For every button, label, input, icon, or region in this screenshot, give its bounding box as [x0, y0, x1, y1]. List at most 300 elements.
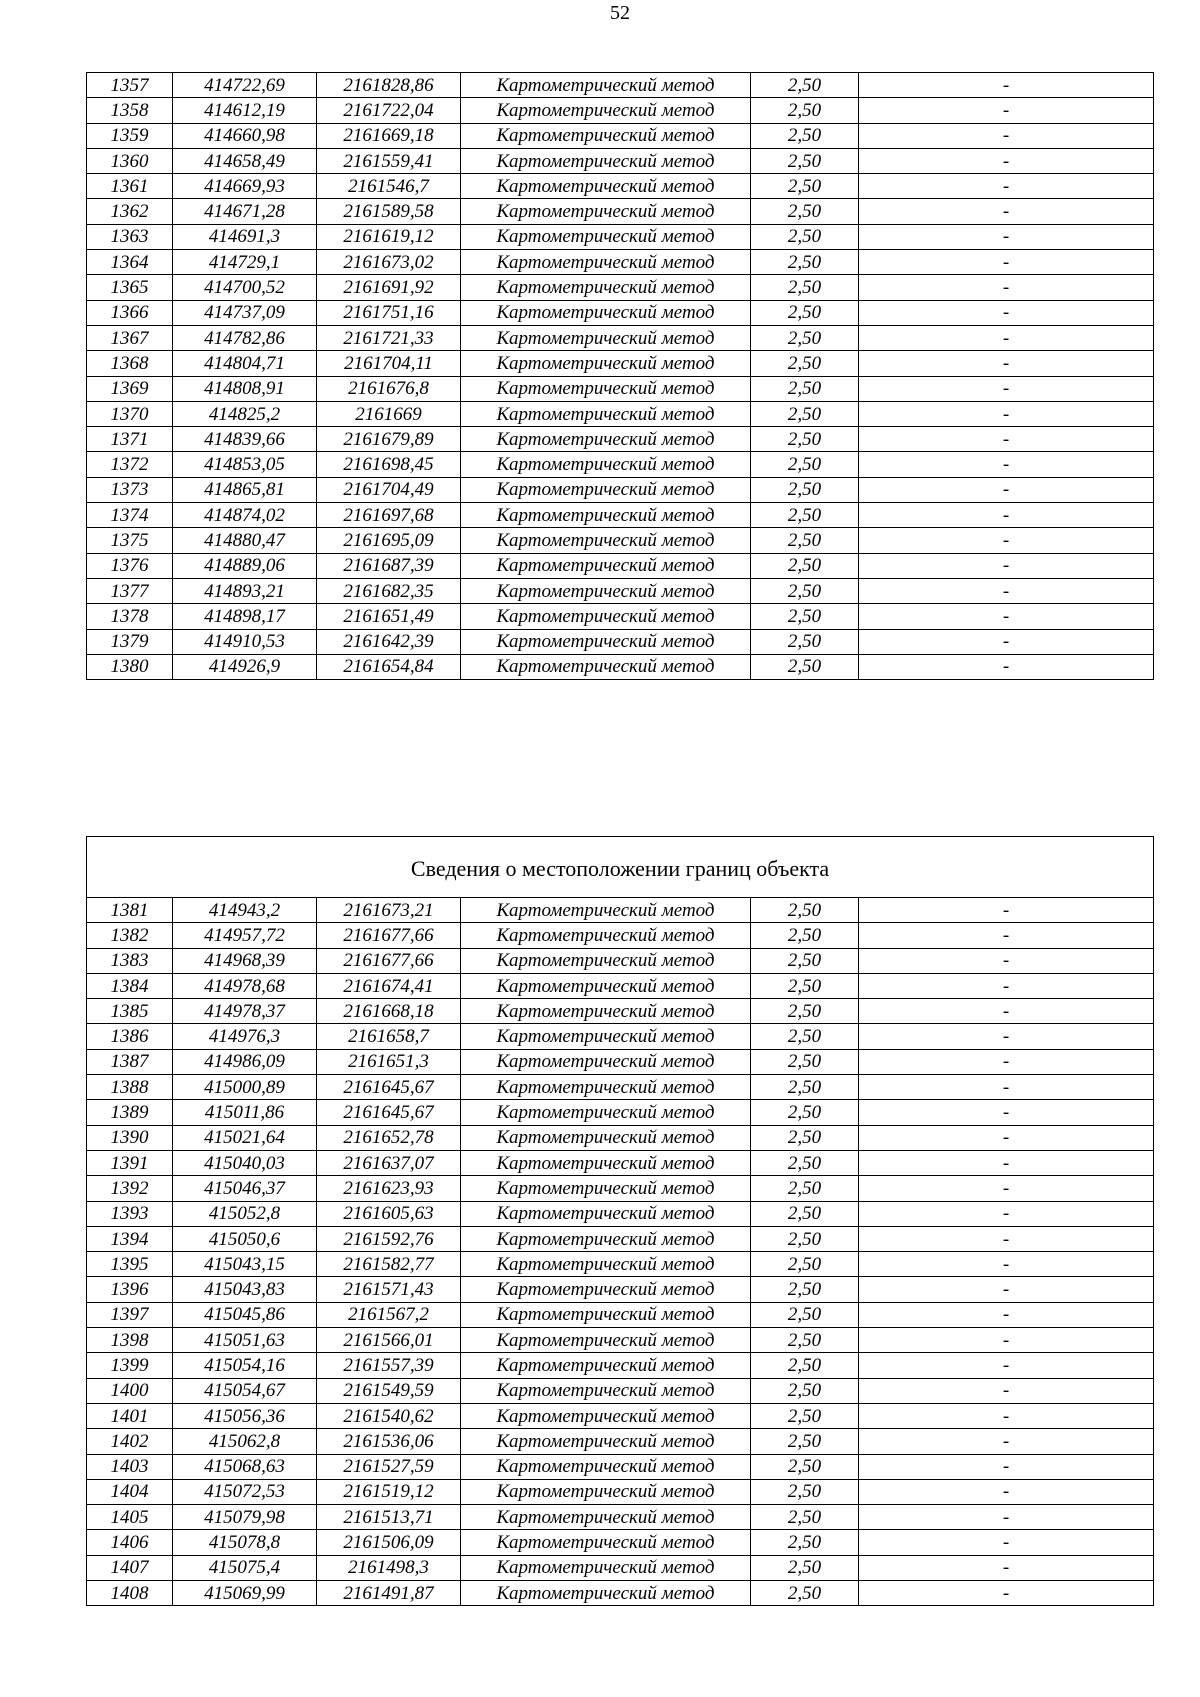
point-number-cell: 1384 [87, 973, 173, 998]
y-coordinate-cell: 2161679,89 [317, 427, 461, 452]
accuracy-cell: 2,50 [751, 553, 859, 578]
x-coordinate-cell: 414825,2 [173, 401, 317, 426]
point-number-cell: 1369 [87, 376, 173, 401]
y-coordinate-cell: 2161536,06 [317, 1429, 461, 1454]
table-row [87, 1150, 1154, 1175]
point-number-cell: 1408 [87, 1581, 173, 1606]
point-number-cell: 1400 [87, 1378, 173, 1403]
y-coordinate-cell: 2161682,35 [317, 578, 461, 603]
y-coordinate-cell: 2161549,59 [317, 1378, 461, 1403]
y-coordinate-cell: 2161566,01 [317, 1328, 461, 1353]
table-title: Сведения о местоположении границ объекта [87, 837, 1154, 898]
accuracy-cell: 2,50 [751, 1252, 859, 1277]
table-row [87, 275, 1154, 300]
point-number-cell: 1379 [87, 629, 173, 654]
method-cell: Картометрический метод [461, 1226, 751, 1251]
y-coordinate-cell: 2161652,78 [317, 1125, 461, 1150]
description-cell: - [859, 148, 1154, 173]
method-cell: Картометрический метод [461, 300, 751, 325]
method-cell: Картометрический метод [461, 1403, 751, 1428]
method-cell: Картометрический метод [461, 1505, 751, 1530]
x-coordinate-cell: 415043,15 [173, 1252, 317, 1277]
method-cell: Картометрический метод [461, 948, 751, 973]
y-coordinate-cell: 2161669,18 [317, 123, 461, 148]
point-number-cell: 1376 [87, 553, 173, 578]
point-number-cell: 1397 [87, 1302, 173, 1327]
method-cell: Картометрический метод [461, 477, 751, 502]
method-cell: Картометрический метод [461, 1378, 751, 1403]
description-cell: - [859, 351, 1154, 376]
method-cell: Картометрический метод [461, 898, 751, 923]
table-row [87, 1505, 1154, 1530]
point-number-cell: 1371 [87, 427, 173, 452]
table-row [87, 401, 1154, 426]
accuracy-cell: 2,50 [751, 73, 859, 98]
accuracy-cell: 2,50 [751, 275, 859, 300]
accuracy-cell: 2,50 [751, 629, 859, 654]
y-coordinate-cell: 2161605,63 [317, 1201, 461, 1226]
accuracy-cell: 2,50 [751, 325, 859, 350]
accuracy-cell: 2,50 [751, 199, 859, 224]
y-coordinate-cell: 2161676,8 [317, 376, 461, 401]
accuracy-cell: 2,50 [751, 1226, 859, 1251]
accuracy-cell: 2,50 [751, 578, 859, 603]
description-cell: - [859, 300, 1154, 325]
description-cell: - [859, 629, 1154, 654]
x-coordinate-cell: 415011,86 [173, 1100, 317, 1125]
y-coordinate-cell: 2161491,87 [317, 1581, 461, 1606]
description-cell: - [859, 578, 1154, 603]
accuracy-cell: 2,50 [751, 1479, 859, 1504]
description-cell: - [859, 401, 1154, 426]
point-number-cell: 1407 [87, 1555, 173, 1580]
accuracy-cell: 2,50 [751, 300, 859, 325]
description-cell: - [859, 199, 1154, 224]
y-coordinate-cell: 2161674,41 [317, 973, 461, 998]
description-cell: - [859, 604, 1154, 629]
accuracy-cell: 2,50 [751, 123, 859, 148]
point-number-cell: 1377 [87, 578, 173, 603]
description-cell: - [859, 553, 1154, 578]
description-cell: - [859, 1328, 1154, 1353]
accuracy-cell: 2,50 [751, 1150, 859, 1175]
x-coordinate-cell: 414671,28 [173, 199, 317, 224]
point-number-cell: 1362 [87, 199, 173, 224]
table-row [87, 948, 1154, 973]
y-coordinate-cell: 2161751,16 [317, 300, 461, 325]
table-row [87, 174, 1154, 199]
description-cell: - [859, 1125, 1154, 1150]
y-coordinate-cell: 2161677,66 [317, 948, 461, 973]
description-cell: - [859, 1302, 1154, 1327]
method-cell: Картометрический метод [461, 98, 751, 123]
point-number-cell: 1380 [87, 654, 173, 679]
x-coordinate-cell: 414804,71 [173, 351, 317, 376]
accuracy-cell: 2,50 [751, 174, 859, 199]
description-cell: - [859, 1378, 1154, 1403]
point-number-cell: 1403 [87, 1454, 173, 1479]
x-coordinate-cell: 415054,67 [173, 1378, 317, 1403]
y-coordinate-cell: 2161677,66 [317, 923, 461, 948]
accuracy-cell: 2,50 [751, 948, 859, 973]
point-number-cell: 1395 [87, 1252, 173, 1277]
method-cell: Картометрический метод [461, 1100, 751, 1125]
y-coordinate-cell: 2161698,45 [317, 452, 461, 477]
x-coordinate-cell: 414978,37 [173, 999, 317, 1024]
method-cell: Картометрический метод [461, 1252, 751, 1277]
method-cell: Картометрический метод [461, 1024, 751, 1049]
method-cell: Картометрический метод [461, 1302, 751, 1327]
description-cell: - [859, 898, 1154, 923]
y-coordinate-cell: 2161637,07 [317, 1150, 461, 1175]
y-coordinate-cell: 2161673,21 [317, 898, 461, 923]
point-number-cell: 1394 [87, 1226, 173, 1251]
accuracy-cell: 2,50 [751, 1125, 859, 1150]
y-coordinate-cell: 2161557,39 [317, 1353, 461, 1378]
table-row [87, 1530, 1154, 1555]
accuracy-cell: 2,50 [751, 898, 859, 923]
x-coordinate-cell: 414691,3 [173, 224, 317, 249]
x-coordinate-cell: 415056,36 [173, 1403, 317, 1428]
description-cell: - [859, 376, 1154, 401]
description-cell: - [859, 1530, 1154, 1555]
table-row [87, 1328, 1154, 1353]
method-cell: Картометрический метод [461, 503, 751, 528]
accuracy-cell: 2,50 [751, 999, 859, 1024]
y-coordinate-cell: 2161722,04 [317, 98, 461, 123]
table-row [87, 999, 1154, 1024]
table-row [87, 98, 1154, 123]
method-cell: Картометрический метод [461, 604, 751, 629]
table-row [87, 376, 1154, 401]
x-coordinate-cell: 414910,53 [173, 629, 317, 654]
point-number-cell: 1393 [87, 1201, 173, 1226]
description-cell: - [859, 1505, 1154, 1530]
method-cell: Картометрический метод [461, 401, 751, 426]
y-coordinate-cell: 2161673,02 [317, 250, 461, 275]
point-number-cell: 1357 [87, 73, 173, 98]
method-cell: Картометрический метод [461, 1277, 751, 1302]
x-coordinate-cell: 414808,91 [173, 376, 317, 401]
x-coordinate-cell: 414986,09 [173, 1049, 317, 1074]
accuracy-cell: 2,50 [751, 1378, 859, 1403]
accuracy-cell: 2,50 [751, 923, 859, 948]
point-number-cell: 1392 [87, 1176, 173, 1201]
y-coordinate-cell: 2161540,62 [317, 1403, 461, 1428]
y-coordinate-cell: 2161668,18 [317, 999, 461, 1024]
x-coordinate-cell: 414957,72 [173, 923, 317, 948]
x-coordinate-cell: 415045,86 [173, 1302, 317, 1327]
table-row [87, 629, 1154, 654]
point-number-cell: 1405 [87, 1505, 173, 1530]
y-coordinate-cell: 2161546,7 [317, 174, 461, 199]
accuracy-cell: 2,50 [751, 604, 859, 629]
table-title-row [87, 837, 1154, 898]
method-cell: Картометрический метод [461, 275, 751, 300]
y-coordinate-cell: 2161592,76 [317, 1226, 461, 1251]
y-coordinate-cell: 2161651,3 [317, 1049, 461, 1074]
table-row [87, 654, 1154, 679]
method-cell: Картометрический метод [461, 1479, 751, 1504]
x-coordinate-cell: 415000,89 [173, 1075, 317, 1100]
description-cell: - [859, 1201, 1154, 1226]
method-cell: Картометрический метод [461, 1176, 751, 1201]
table-row [87, 1075, 1154, 1100]
description-cell: - [859, 1252, 1154, 1277]
x-coordinate-cell: 414853,05 [173, 452, 317, 477]
point-number-cell: 1359 [87, 123, 173, 148]
x-coordinate-cell: 414893,21 [173, 578, 317, 603]
accuracy-cell: 2,50 [751, 477, 859, 502]
x-coordinate-cell: 414737,09 [173, 300, 317, 325]
x-coordinate-cell: 414658,49 [173, 148, 317, 173]
y-coordinate-cell: 2161658,7 [317, 1024, 461, 1049]
table-row [87, 1226, 1154, 1251]
point-number-cell: 1396 [87, 1277, 173, 1302]
point-number-cell: 1386 [87, 1024, 173, 1049]
point-number-cell: 1402 [87, 1429, 173, 1454]
table-row [87, 452, 1154, 477]
description-cell: - [859, 73, 1154, 98]
accuracy-cell: 2,50 [751, 1277, 859, 1302]
y-coordinate-cell: 2161582,77 [317, 1252, 461, 1277]
table-row [87, 1353, 1154, 1378]
accuracy-cell: 2,50 [751, 351, 859, 376]
method-cell: Картометрический метод [461, 376, 751, 401]
method-cell: Картометрический метод [461, 123, 751, 148]
accuracy-cell: 2,50 [751, 1176, 859, 1201]
y-coordinate-cell: 2161654,84 [317, 654, 461, 679]
table-row [87, 1277, 1154, 1302]
table-row [87, 1252, 1154, 1277]
accuracy-cell: 2,50 [751, 1555, 859, 1580]
description-cell: - [859, 1479, 1154, 1504]
coordinates-table-1 [86, 72, 1154, 680]
table-row [87, 898, 1154, 923]
x-coordinate-cell: 414978,68 [173, 973, 317, 998]
accuracy-cell: 2,50 [751, 1302, 859, 1327]
point-number-cell: 1381 [87, 898, 173, 923]
point-number-cell: 1404 [87, 1479, 173, 1504]
table-row [87, 300, 1154, 325]
description-cell: - [859, 1226, 1154, 1251]
y-coordinate-cell: 2161721,33 [317, 325, 461, 350]
x-coordinate-cell: 414700,52 [173, 275, 317, 300]
point-number-cell: 1361 [87, 174, 173, 199]
point-number-cell: 1360 [87, 148, 173, 173]
x-coordinate-cell: 414943,2 [173, 898, 317, 923]
method-cell: Картометрический метод [461, 1049, 751, 1074]
method-cell: Картометрический метод [461, 1353, 751, 1378]
point-number-cell: 1398 [87, 1328, 173, 1353]
y-coordinate-cell: 2161513,71 [317, 1505, 461, 1530]
accuracy-cell: 2,50 [751, 1429, 859, 1454]
coordinates-table-2-body [87, 898, 1154, 1606]
table-row [87, 1176, 1154, 1201]
point-number-cell: 1406 [87, 1530, 173, 1555]
description-cell: - [859, 923, 1154, 948]
point-number-cell: 1387 [87, 1049, 173, 1074]
point-number-cell: 1366 [87, 300, 173, 325]
accuracy-cell: 2,50 [751, 1353, 859, 1378]
point-number-cell: 1367 [87, 325, 173, 350]
table-row [87, 224, 1154, 249]
point-number-cell: 1375 [87, 528, 173, 553]
table-row [87, 123, 1154, 148]
accuracy-cell: 2,50 [751, 973, 859, 998]
accuracy-cell: 2,50 [751, 250, 859, 275]
method-cell: Картометрический метод [461, 1150, 751, 1175]
table-row [87, 528, 1154, 553]
method-cell: Картометрический метод [461, 1530, 751, 1555]
method-cell: Картометрический метод [461, 224, 751, 249]
coordinates-table-2 [86, 836, 1154, 1606]
y-coordinate-cell: 2161506,09 [317, 1530, 461, 1555]
method-cell: Картометрический метод [461, 578, 751, 603]
x-coordinate-cell: 415075,4 [173, 1555, 317, 1580]
x-coordinate-cell: 415052,8 [173, 1201, 317, 1226]
accuracy-cell: 2,50 [751, 401, 859, 426]
table-row [87, 351, 1154, 376]
x-coordinate-cell: 415043,83 [173, 1277, 317, 1302]
x-coordinate-cell: 414839,66 [173, 427, 317, 452]
description-cell: - [859, 98, 1154, 123]
y-coordinate-cell: 2161498,3 [317, 1555, 461, 1580]
description-cell: - [859, 1403, 1154, 1428]
x-coordinate-cell: 414976,3 [173, 1024, 317, 1049]
x-coordinate-cell: 414898,17 [173, 604, 317, 629]
accuracy-cell: 2,50 [751, 1454, 859, 1479]
description-cell: - [859, 427, 1154, 452]
point-number-cell: 1374 [87, 503, 173, 528]
method-cell: Картометрический метод [461, 1328, 751, 1353]
table-row [87, 73, 1154, 98]
x-coordinate-cell: 414729,1 [173, 250, 317, 275]
table-row [87, 578, 1154, 603]
point-number-cell: 1399 [87, 1353, 173, 1378]
point-number-cell: 1370 [87, 401, 173, 426]
description-cell: - [859, 503, 1154, 528]
x-coordinate-cell: 414968,39 [173, 948, 317, 973]
description-cell: - [859, 224, 1154, 249]
description-cell: - [859, 654, 1154, 679]
x-coordinate-cell: 414874,02 [173, 503, 317, 528]
table-row [87, 1302, 1154, 1327]
x-coordinate-cell: 415068,63 [173, 1454, 317, 1479]
accuracy-cell: 2,50 [751, 1505, 859, 1530]
table-row [87, 250, 1154, 275]
table-row [87, 427, 1154, 452]
description-cell: - [859, 1454, 1154, 1479]
x-coordinate-cell: 415054,16 [173, 1353, 317, 1378]
method-cell: Картометрический метод [461, 528, 751, 553]
x-coordinate-cell: 414889,06 [173, 553, 317, 578]
table-row [87, 553, 1154, 578]
point-number-cell: 1365 [87, 275, 173, 300]
point-number-cell: 1401 [87, 1403, 173, 1428]
table-row [87, 1378, 1154, 1403]
description-cell: - [859, 1555, 1154, 1580]
table-row [87, 325, 1154, 350]
y-coordinate-cell: 2161691,92 [317, 275, 461, 300]
method-cell: Картометрический метод [461, 148, 751, 173]
x-coordinate-cell: 414660,98 [173, 123, 317, 148]
x-coordinate-cell: 415051,63 [173, 1328, 317, 1353]
description-cell: - [859, 452, 1154, 477]
y-coordinate-cell: 2161527,59 [317, 1454, 461, 1479]
y-coordinate-cell: 2161567,2 [317, 1302, 461, 1327]
table-row [87, 477, 1154, 502]
x-coordinate-cell: 414926,9 [173, 654, 317, 679]
description-cell: - [859, 123, 1154, 148]
point-number-cell: 1358 [87, 98, 173, 123]
description-cell: - [859, 1277, 1154, 1302]
table-row [87, 1403, 1154, 1428]
y-coordinate-cell: 2161651,49 [317, 604, 461, 629]
point-number-cell: 1373 [87, 477, 173, 502]
accuracy-cell: 2,50 [751, 98, 859, 123]
y-coordinate-cell: 2161695,09 [317, 528, 461, 553]
coordinates-table-1-body [87, 73, 1154, 680]
table-row [87, 1100, 1154, 1125]
point-number-cell: 1372 [87, 452, 173, 477]
table-row [87, 1049, 1154, 1074]
y-coordinate-cell: 2161642,39 [317, 629, 461, 654]
point-number-cell: 1383 [87, 948, 173, 973]
method-cell: Картометрический метод [461, 553, 751, 578]
accuracy-cell: 2,50 [751, 1049, 859, 1074]
description-cell: - [859, 325, 1154, 350]
description-cell: - [859, 1581, 1154, 1606]
table-row [87, 148, 1154, 173]
description-cell: - [859, 948, 1154, 973]
y-coordinate-cell: 2161519,12 [317, 1479, 461, 1504]
accuracy-cell: 2,50 [751, 528, 859, 553]
description-cell: - [859, 528, 1154, 553]
table-row [87, 604, 1154, 629]
method-cell: Картометрический метод [461, 250, 751, 275]
x-coordinate-cell: 415062,8 [173, 1429, 317, 1454]
method-cell: Картометрический метод [461, 1555, 751, 1580]
method-cell: Картометрический метод [461, 629, 751, 654]
point-number-cell: 1388 [87, 1075, 173, 1100]
method-cell: Картометрический метод [461, 199, 751, 224]
x-coordinate-cell: 414865,81 [173, 477, 317, 502]
method-cell: Картометрический метод [461, 1454, 751, 1479]
description-cell: - [859, 174, 1154, 199]
point-number-cell: 1389 [87, 1100, 173, 1125]
point-number-cell: 1363 [87, 224, 173, 249]
method-cell: Картометрический метод [461, 1201, 751, 1226]
method-cell: Картометрический метод [461, 999, 751, 1024]
y-coordinate-cell: 2161645,67 [317, 1075, 461, 1100]
description-cell: - [859, 1100, 1154, 1125]
accuracy-cell: 2,50 [751, 1024, 859, 1049]
accuracy-cell: 2,50 [751, 1201, 859, 1226]
method-cell: Картометрический метод [461, 325, 751, 350]
accuracy-cell: 2,50 [751, 1075, 859, 1100]
table-row [87, 1125, 1154, 1150]
accuracy-cell: 2,50 [751, 1100, 859, 1125]
method-cell: Картометрический метод [461, 923, 751, 948]
method-cell: Картометрический метод [461, 351, 751, 376]
accuracy-cell: 2,50 [751, 1328, 859, 1353]
description-cell: - [859, 1049, 1154, 1074]
x-coordinate-cell: 414880,47 [173, 528, 317, 553]
table-row [87, 1479, 1154, 1504]
method-cell: Картометрический метод [461, 174, 751, 199]
method-cell: Картометрический метод [461, 654, 751, 679]
